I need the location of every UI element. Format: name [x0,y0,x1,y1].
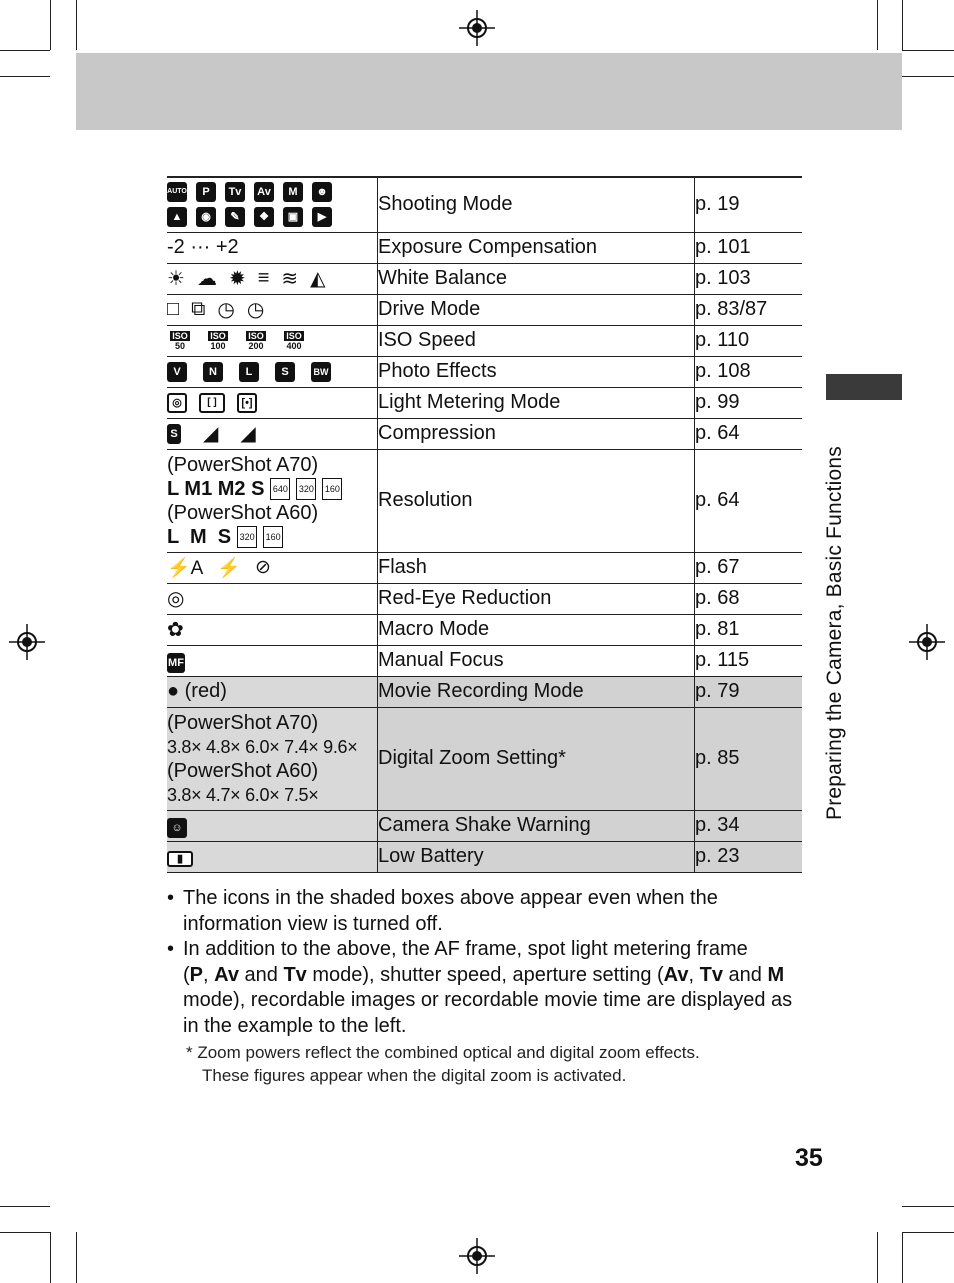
crop-mark [902,1232,903,1283]
iso-50-icon: ISO 50 [172,330,188,351]
macro-icon: ✿ [167,619,184,641]
table-row [167,418,802,449]
model-label: (PowerShot A70) [167,453,319,476]
low-sharpening-icon: L [239,362,259,382]
model-label: (PowerShot A60) [167,501,319,524]
registration-mark-icon [459,1238,495,1274]
page-ref: p. 68 [695,583,803,614]
night-scene-icon: ◉ [196,207,216,227]
table-row [167,449,802,552]
crop-mark [0,50,50,51]
function-name: Red-Eye Reduction [378,583,695,614]
resolution-values: L M S [167,525,232,548]
function-name: Drive Mode [378,294,695,325]
page-ref: p. 81 [695,614,803,645]
function-name: Low Battery [378,841,695,872]
table-row [167,552,802,583]
crop-mark [76,0,77,50]
tv-mode-icon: Tv [225,182,245,202]
page-ref: p. 64 [695,418,803,449]
program-mode-icon: P [196,182,216,202]
table-row [167,583,802,614]
table-row [167,177,802,232]
flash-off-icon: ⊘ [255,557,271,578]
res-320-icon: 320 [237,526,257,548]
crop-mark [902,1232,954,1233]
superfine-icon: S [167,424,181,444]
page-ref: p. 115 [695,645,803,676]
page-ref: p. 23 [695,841,803,872]
crop-mark [902,0,903,50]
crop-mark [877,1232,878,1283]
registration-mark-icon [9,624,45,660]
table-row [167,387,802,418]
table-row [167,614,802,645]
slow-shutter-icon: ❖ [254,207,274,227]
auto-flash-icon: ⚡A [167,557,204,579]
evaluative-metering-icon: ◎ [167,393,187,413]
low-battery-icon: ▮ [167,851,193,867]
page-ref: p. 83/87 [695,294,803,325]
fast-shutter-icon: ✎ [225,207,245,227]
manual-mode-icon: M [283,182,303,202]
function-name: Digital Zoom Setting* [378,707,695,810]
zoom-values: 3.8× 4.7× 6.0× 7.5× [167,784,319,805]
crop-mark [0,1206,50,1207]
crop-mark [50,0,51,50]
fine-icon: ◢ [203,423,219,445]
black-white-icon: BW [311,362,331,382]
red-eye-icon: ◎ [167,588,185,610]
crop-mark [902,50,954,51]
function-name: Light Metering Mode [378,387,695,418]
function-name: Camera Shake Warning [378,810,695,841]
continuous-icon: ⧉ [191,298,206,320]
crop-mark [76,1232,77,1283]
auto-mode-icon: AUTO [167,182,187,202]
iso-400-icon: ISO 400 [286,330,302,351]
section-title: Preparing the Camera, Basic Functions [823,446,846,820]
table-row [167,645,802,676]
fluorescent-h-icon: ≋ [281,268,299,290]
note-item: • The icons in the shaded boxes above appear even when the information view is turned off. [167,886,807,937]
zoom-values: 3.8× 4.8× 6.0× 7.4× 9.6× [167,736,358,757]
vivid-icon: V [167,362,187,382]
page-number: 35 [795,1144,823,1172]
function-name: Manual Focus [378,645,695,676]
notes [167,886,807,1039]
stitch-assist-icon: ▣ [283,207,303,227]
normal-icon: ◢ [240,423,256,445]
model-label: (PowerShot A60) [167,759,319,782]
self-timer-2-icon: ◷ [246,299,265,321]
function-name: White Balance [378,263,695,294]
table-row [167,707,802,810]
function-name: Flash [378,552,695,583]
center-weighted-icon: [ ] [199,393,225,413]
table-row [167,263,802,294]
tungsten-icon: ✹ [228,268,246,290]
res-640-icon: 640 [270,478,290,500]
table-row [167,841,802,872]
movie-mode-icon: ▶ [312,207,332,227]
registration-mark-icon [909,624,945,660]
header-band [76,53,902,130]
table-row [167,325,802,356]
crop-mark [50,1232,51,1283]
crop-mark [0,76,50,77]
table-row [167,356,802,387]
page-ref: p. 110 [695,325,803,356]
page-ref: p. 103 [695,263,803,294]
page-ref: p. 19 [695,177,803,232]
function-name: Shooting Mode [378,177,695,232]
registration-mark-icon [459,10,495,46]
portrait-mode-icon: ☻ [312,182,332,202]
custom-wb-icon: ◭ [310,268,326,290]
iso-100-icon: ISO 100 [210,330,226,351]
page-ref: p. 108 [695,356,803,387]
res-160-icon: 160 [322,478,342,500]
table-row [167,810,802,841]
table-row [167,232,802,263]
function-name: Resolution [378,449,695,552]
model-label: (PowerShot A70) [167,711,319,734]
crop-mark [902,1206,954,1207]
res-160-icon: 160 [263,526,283,548]
av-mode-icon: Av [254,182,274,202]
function-name: Photo Effects [378,356,695,387]
function-name: Compression [378,418,695,449]
function-name: ISO Speed [378,325,695,356]
flash-on-icon: ⚡ [217,557,242,579]
section-tab [826,374,902,400]
function-name: Movie Recording Mode [378,676,695,707]
footnote: * Zoom powers reflect the combined optical and digital zoom effects. These figures appear when the digital zoom is activated. [186,1043,700,1085]
fluorescent-icon: ≡ [257,267,270,289]
crop-mark [877,0,878,50]
function-name: Exposure Compensation [378,232,695,263]
movie-indicator: ● (red) [167,676,378,707]
page-ref: p. 34 [695,810,803,841]
res-320-icon: 320 [296,478,316,500]
page-ref: p. 67 [695,552,803,583]
self-timer-10-icon: ◷ [217,299,235,321]
function-name: Macro Mode [378,614,695,645]
table-row [167,294,802,325]
daylight-icon: ☀ [167,268,185,290]
neutral-icon: N [203,362,223,382]
page-ref: p. 101 [695,232,803,263]
cloudy-icon: ☁ [196,268,217,290]
landscape-mode-icon: ▲ [167,207,187,227]
page-ref: p. 99 [695,387,803,418]
spot-metering-icon: [•] [237,393,257,413]
crop-mark [0,1232,50,1233]
info-table [167,176,802,873]
exposure-range: -2 ··· +2 [167,236,239,258]
note-item: • In addition to the above, the AF frame, spot light metering frame (P, Av and Tv mode), shutter speed, aperture setting (Av, Tv and M mode), recordable images or recordable movie time are displayed as in the example to the left. [167,937,807,1039]
page-ref: p. 85 [695,707,803,810]
table-row [167,676,802,707]
sepia-icon: S [275,362,295,382]
iso-200-icon: ISO 200 [248,330,264,351]
single-shot-icon: □ [167,298,180,320]
crop-mark [902,76,954,77]
page-ref: p. 79 [695,676,803,707]
camera-shake-icon: ☺ [167,818,187,838]
resolution-values: L M1 M2 S [167,477,265,500]
page-ref: p. 64 [695,449,803,552]
manual-focus-icon: MF [167,653,185,673]
